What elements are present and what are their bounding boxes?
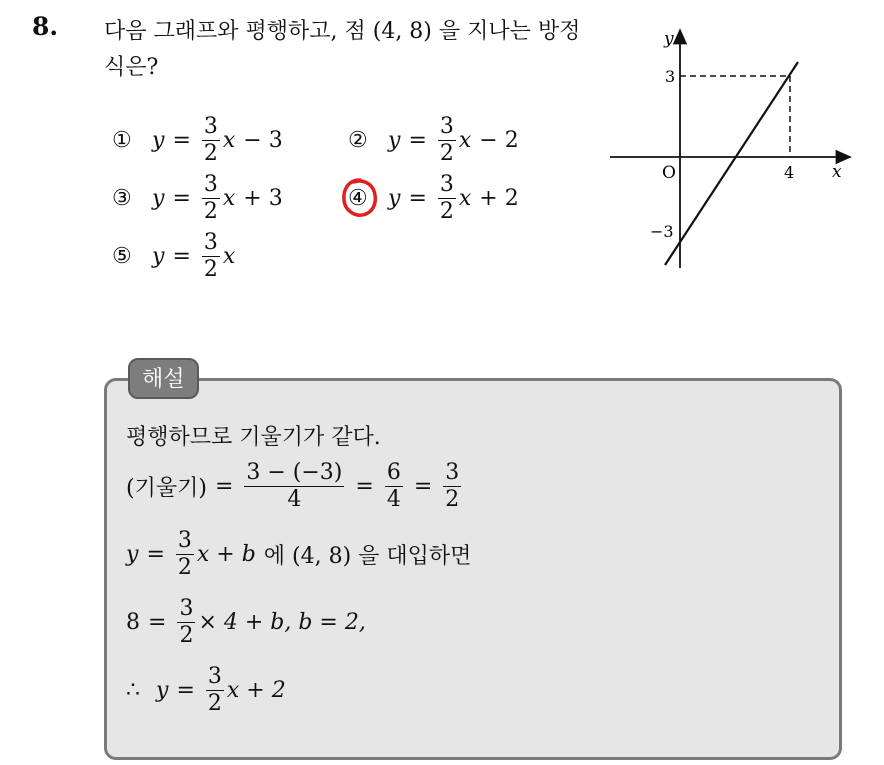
fraction-numerator: 3	[203, 230, 218, 255]
lhs: y	[126, 542, 139, 567]
choice-fraction	[202, 232, 220, 281]
choice-lhs: y	[152, 128, 165, 153]
choice-var: x	[222, 128, 236, 153]
coef-fraction	[206, 666, 224, 715]
choice-fraction	[438, 116, 456, 165]
fraction-numerator: 3	[439, 114, 454, 139]
fraction-denominator: 2	[439, 199, 454, 224]
selection-circle-icon	[340, 176, 380, 220]
choice-number	[348, 186, 388, 211]
eq-sign: =	[413, 474, 433, 499]
fraction-denominator: 2	[445, 487, 460, 512]
fraction-numerator: 3	[203, 114, 218, 139]
lhs: y	[156, 678, 169, 703]
y-tick-label-positive: 3	[665, 67, 676, 86]
choice-tail: + 2	[479, 186, 519, 211]
therefore-symbol: ∴	[126, 678, 140, 703]
choice-var: x	[458, 128, 472, 153]
choice-tail: − 3	[243, 128, 283, 153]
substitution-text: 에 (4, 8) 을 대입하면	[263, 544, 472, 569]
choice-number-text: ④	[348, 186, 368, 211]
solution-line-2	[126, 462, 464, 511]
fraction-denominator: 2	[439, 141, 454, 166]
y-axis-label: y	[664, 29, 674, 49]
fraction-denominator: 2	[203, 199, 218, 224]
solution-line-1: 평행하므로 기울기가 같다.	[126, 425, 381, 450]
choice-tail: − 2	[479, 128, 519, 153]
origin-label: O	[662, 163, 676, 183]
choice-eq: =	[172, 186, 191, 211]
x-axis-label: x	[832, 162, 842, 182]
eq-sign: =	[148, 610, 167, 635]
fraction-denominator: 4	[386, 487, 401, 512]
choice-2[interactable]	[348, 116, 519, 165]
fraction-numerator: 3	[207, 664, 222, 689]
fraction-denominator: 2	[177, 555, 192, 580]
choice-eq: =	[408, 128, 427, 153]
coef-fraction	[176, 530, 194, 579]
fraction-denominator: 2	[203, 257, 218, 282]
fraction-denominator: 2	[179, 623, 194, 648]
expr-rest: x + b	[196, 542, 256, 567]
choice-var: x	[222, 244, 236, 269]
slope-fraction-1	[244, 462, 344, 511]
choice-tail: + 3	[243, 186, 283, 211]
choice-number: ③	[112, 186, 132, 211]
solution-tag: 해설	[128, 358, 199, 399]
eq-sign: =	[214, 474, 234, 499]
graph-line	[665, 62, 798, 265]
slope-fraction-3	[443, 462, 461, 511]
fraction-numerator: 3	[439, 172, 454, 197]
slope-fraction-2	[385, 462, 403, 511]
fraction-numerator: 3	[177, 528, 192, 553]
fraction-numerator: 3 − (−3)	[246, 460, 343, 485]
choice-lhs: y	[152, 186, 165, 211]
choice-fraction	[202, 116, 220, 165]
choice-eq: =	[172, 244, 191, 269]
fraction-denominator: 4	[287, 487, 302, 512]
choice-1[interactable]	[112, 116, 283, 165]
choice-number: ①	[112, 128, 132, 153]
solution-line-5	[126, 666, 286, 715]
fraction-numerator: 3	[179, 596, 194, 621]
choice-number: ②	[348, 128, 368, 153]
y-tick-label-negative: −3	[650, 222, 674, 241]
coef-fraction	[177, 598, 195, 647]
lhs: 8	[126, 610, 140, 635]
solution-line-4	[126, 598, 366, 647]
choice-eq: =	[408, 186, 427, 211]
eq-sign: =	[355, 474, 374, 499]
choice-eq: =	[172, 128, 191, 153]
solution-line-3	[126, 530, 471, 579]
eq-sign: =	[176, 678, 195, 703]
line-graph	[600, 20, 860, 280]
choice-lhs: y	[152, 244, 165, 269]
fraction-numerator: 3	[445, 460, 460, 485]
expr-rest: x + 2	[226, 678, 286, 703]
fraction-numerator: 3	[203, 172, 218, 197]
choice-5[interactable]	[112, 232, 235, 281]
eq-sign: =	[146, 542, 165, 567]
expr-rest: × 4 + b, b = 2,	[198, 610, 366, 635]
choice-lhs: y	[388, 186, 401, 211]
slope-label: (기울기)	[126, 476, 207, 501]
fraction-denominator: 2	[207, 691, 222, 716]
choice-3[interactable]	[112, 174, 283, 223]
fraction-denominator: 2	[203, 141, 218, 166]
question-text: 다음 그래프와 평행하고, 점 (4, 8) 을 지나는 방정식은?	[104, 19, 581, 80]
choice-fraction	[438, 174, 456, 223]
choice-lhs: y	[388, 128, 401, 153]
fraction-numerator: 6	[386, 460, 401, 485]
choice-var: x	[458, 186, 472, 211]
choice-var: x	[222, 186, 236, 211]
choice-fraction	[202, 174, 220, 223]
choice-number: ⑤	[112, 244, 132, 269]
question-number: 8.	[32, 12, 59, 41]
choice-4[interactable]	[348, 174, 519, 223]
x-tick-label: 4	[784, 163, 795, 182]
